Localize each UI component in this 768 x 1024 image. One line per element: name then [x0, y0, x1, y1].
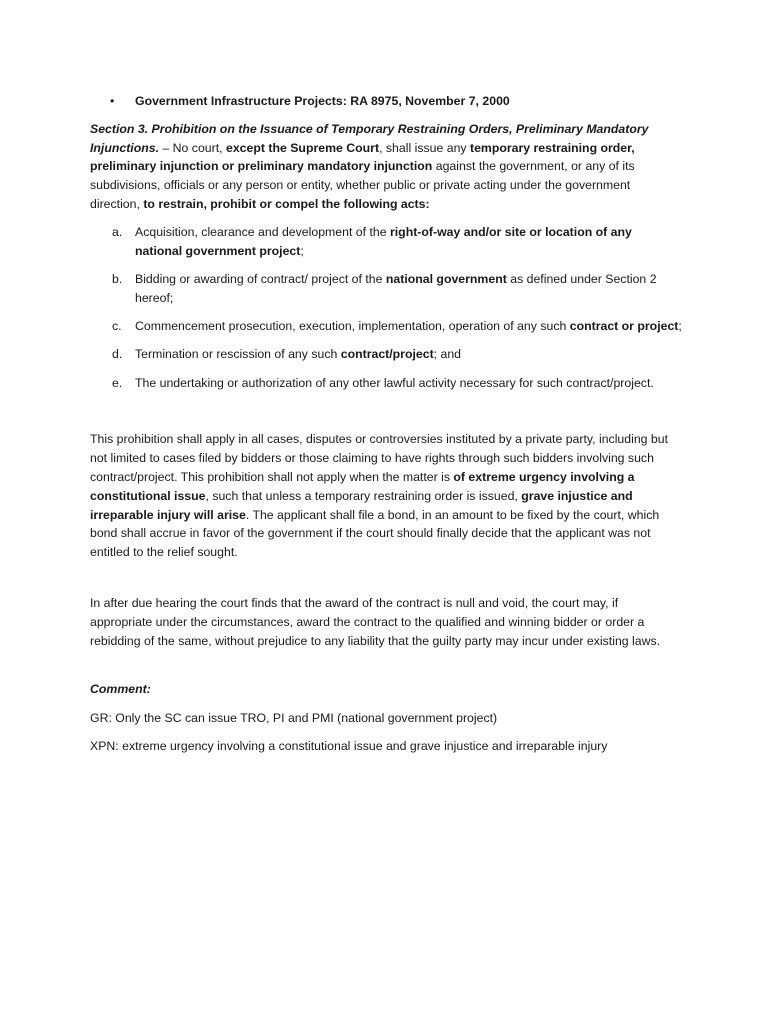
spacer — [90, 562, 682, 594]
list-item — [90, 345, 682, 364]
list-item-text-end: as defined under Section 2 hereof; — [135, 271, 657, 305]
list-item-text-end: ; — [678, 318, 682, 333]
prohibition-text-1: This prohibition shall apply in all cases, disputes or controversies instituted by a private party, including but not limited to cases filed by bidders or those claiming to have rights through such bidders involving such contract/project. This prohibition shall not apply when the matter is — [90, 432, 669, 484]
list-item-text: The undertaking or authorization of any other lawful activity necessary for such contract/project. — [135, 375, 654, 390]
prohibition-bold-1: of extreme urgency involving a constitutional issue — [90, 469, 635, 503]
section-text-2: , shall issue any — [379, 140, 470, 155]
prohibited-acts-list — [90, 223, 682, 393]
award-paragraph: In after due hearing the court finds that the award of the contract is null and void, the court may, if appropriate under the circumstances, award the contract to the qualified and winning bidder or order a rebidding of the same, without prejudice to any liability that the guilty party may incur under existing laws. — [90, 595, 661, 648]
list-item-bold: national government — [385, 271, 507, 286]
section-bold-3: to restrain, prohibit or compel the following acts: — [143, 196, 430, 211]
prohibition-bold-2: grave injustice and irreparable injury will arise — [90, 488, 633, 522]
list-item-bold: contract/project — [340, 347, 434, 362]
spacer — [90, 402, 682, 430]
list-item-text-end: ; — [300, 243, 304, 258]
list-item — [90, 270, 682, 308]
list-item-bold: contract or project — [569, 318, 679, 333]
heading-bullet-item — [90, 92, 682, 111]
section-bold-2: temporary restraining order, preliminary injunction or preliminary mandatory injunction — [90, 140, 635, 174]
list-item-text-end: ; and — [433, 347, 462, 362]
list-item-bold: right-of-way and/or site or location of any national government project — [135, 224, 632, 258]
prohibition-paragraph — [90, 430, 682, 562]
list-item — [90, 374, 682, 393]
list-item-text: Commencement prosecution, execution, implementation, operation of any such — [135, 318, 570, 333]
prohibition-text-3: . The applicant shall file a bond, in an amount to be fixed by the court, which bond shall accrue in favor of the government if the court should finally decide that the applicant was not entitled to the relief sought. — [90, 507, 660, 560]
section-paragraph — [90, 120, 682, 214]
document-page — [90, 92, 682, 765]
list-marker: e. — [112, 375, 123, 390]
heading-bullet-text: Government Infrastructure Projects: RA 8975, November 7, 2000 — [135, 94, 510, 108]
comment-heading: Comment: — [90, 682, 151, 697]
list-item — [90, 223, 682, 261]
list-item-text: Acquisition, clearance and development of the — [135, 224, 390, 239]
list-marker: a. — [112, 224, 123, 239]
list-marker: c. — [112, 318, 122, 333]
section-bold-1: except the Supreme Court — [225, 140, 380, 155]
list-item-text: Bidding or awarding of contract/ project of the — [135, 271, 386, 286]
list-item — [90, 317, 682, 336]
section-title: Section 3. Prohibition on the Issuance of Temporary Restraining Orders, Preliminary Mandatory Injunctions. — [90, 121, 649, 155]
list-marker: b. — [112, 271, 123, 286]
comment-general-rule: GR: Only the SC can issue TRO, PI and PMI (national government project) — [90, 711, 498, 726]
list-item-text: Termination or rescission of any such — [135, 347, 341, 362]
comment-exception: XPN: extreme urgency involving a constitutional issue and grave injustice and irreparable injury — [90, 738, 608, 753]
section-text-3: against the government, or any of its subdivisions, officials or any person or entity, whether public or private acting under the government direction, — [90, 159, 635, 211]
prohibition-text-2: , such that unless a temporary restraining order is issued, — [205, 488, 522, 503]
section-text-1: – No court, — [159, 140, 226, 155]
spacer — [90, 650, 682, 680]
list-marker: d. — [112, 347, 123, 362]
bullet-marker: • — [110, 94, 115, 108]
